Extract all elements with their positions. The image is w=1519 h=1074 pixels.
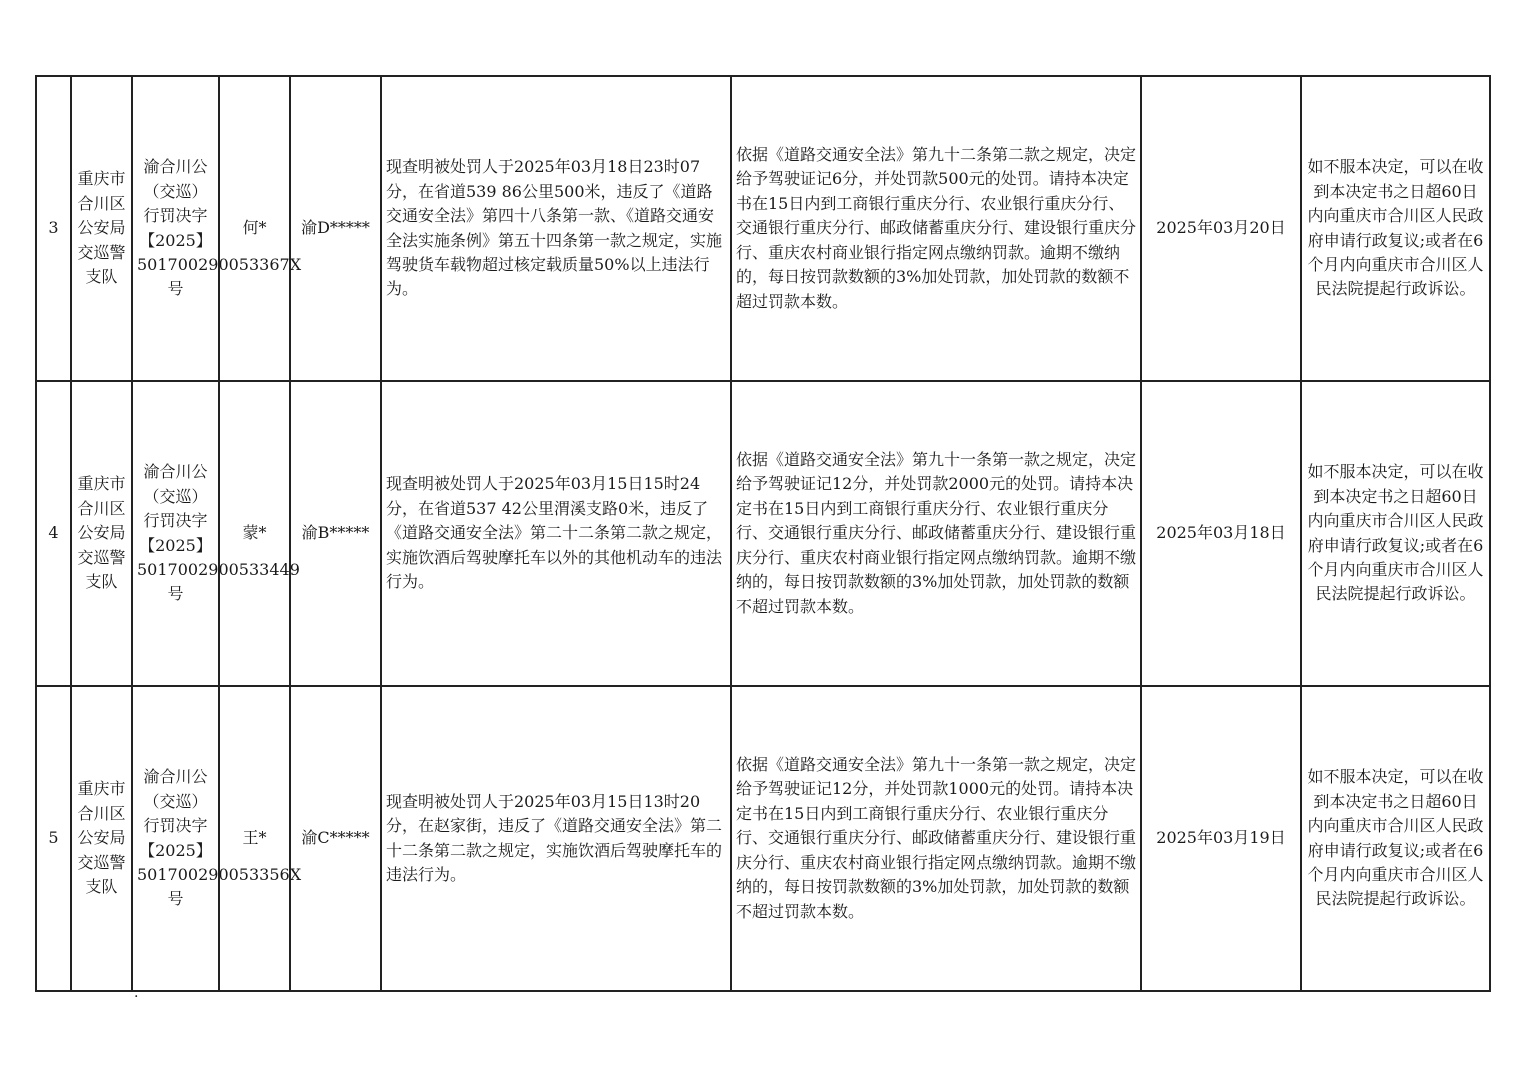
penalty-decision: 依据《道路交通安全法》第九十一条第一款之规定，决定给予驾驶证记12分，并处罚款1000元的处罚。请持本决定书在15日内到工商银行重庆分行、农业银行重庆分行、交通银行重庆分行、邮政储蓄重庆分行、建设银行重庆分行、重庆农村商业银行指定网点缴纳罚款。逾期不缴纳的，每日按罚款数额的3%加处罚款，加处罚款的数额不超过罚款本数。 <box>731 686 1141 991</box>
penalty-table <box>35 75 1491 992</box>
row-number: 3 <box>36 76 71 381</box>
plate-number: 渝C***** <box>290 686 381 991</box>
table-row <box>36 381 1490 686</box>
legal-remedy: 如不服本决定，可以在收到本决定书之日超60日内向重庆市合川区人民政府申请行政复议;或者在6个月内向重庆市合川区人民法院提起行政诉讼。 <box>1301 76 1490 381</box>
violation-facts: 现查明被处罚人于2025年03月18日23时07分，在省道539 86公里500米，违反了《道路交通安全法》第四十八条第一款、《道路交通安全法实施条例》第五十四条第一款之规定，实施驾驶货车载物超过核定载质量50%以上违法行为。 <box>381 76 731 381</box>
violation-facts: 现查明被处罚人于2025年03月15日13时20分，在赵家街，违反了《道路交通安全法》第二十二条第二款之规定，实施饮酒后驾驶摩托车的违法行为。 <box>381 686 731 991</box>
party-name: 何* <box>219 76 290 381</box>
legal-remedy: 如不服本决定，可以在收到本决定书之日超60日内向重庆市合川区人民政府申请行政复议;或者在6个月内向重庆市合川区人民法院提起行政诉讼。 <box>1301 686 1490 991</box>
row-number: 4 <box>36 381 71 686</box>
plate-number: 渝D***** <box>290 76 381 381</box>
party-name: 蒙* <box>219 381 290 686</box>
party-name: 王* <box>219 686 290 991</box>
penalty-decision: 依据《道路交通安全法》第九十二条第二款之规定，决定给予驾驶证记6分，并处罚款500元的处罚。请持本决定书在15日内到工商银行重庆分行、农业银行重庆分行、交通银行重庆分行、邮政储蓄重庆分行、建设银行重庆分行、重庆农村商业银行指定网点缴纳罚款。逾期不缴纳的，每日按罚款数额的3%加处罚款，加处罚款的数额不超过罚款本数。 <box>731 76 1141 381</box>
decision-number: 渝合川公（交巡）行罚决字【2025】501700290053356X号 <box>132 686 219 991</box>
decision-date: 2025年03月18日 <box>1141 381 1301 686</box>
decision-number: 渝合川公（交巡）行罚决字【2025】501700290053367X号 <box>132 76 219 381</box>
footer-mark: . <box>134 985 139 1001</box>
row-number: 5 <box>36 686 71 991</box>
issuing-agency: 重庆市合川区公安局交巡警支队 <box>71 76 132 381</box>
decision-number: 渝合川公（交巡）行罚决字【2025】5017002900533449号 <box>132 381 219 686</box>
violation-facts: 现查明被处罚人于2025年03月15日15时24分，在省道537 42公里渭溪支路0米，违反了《道路交通安全法》第二十二条第二款之规定，实施饮酒后驾驶摩托车以外的其他机动车的违法行为。 <box>381 381 731 686</box>
decision-date: 2025年03月19日 <box>1141 686 1301 991</box>
issuing-agency: 重庆市合川区公安局交巡警支队 <box>71 686 132 991</box>
decision-date: 2025年03月20日 <box>1141 76 1301 381</box>
table-row <box>36 686 1490 991</box>
legal-remedy: 如不服本决定，可以在收到本决定书之日超60日内向重庆市合川区人民政府申请行政复议;或者在6个月内向重庆市合川区人民法院提起行政诉讼。 <box>1301 381 1490 686</box>
plate-number: 渝B***** <box>290 381 381 686</box>
table-row <box>36 76 1490 381</box>
issuing-agency: 重庆市合川区公安局交巡警支队 <box>71 381 132 686</box>
penalty-decision: 依据《道路交通安全法》第九十一条第一款之规定，决定给予驾驶证记12分，并处罚款2000元的处罚。请持本决定书在15日内到工商银行重庆分行、农业银行重庆分行、交通银行重庆分行、邮政储蓄重庆分行、建设银行重庆分行、重庆农村商业银行指定网点缴纳罚款。逾期不缴纳的，每日按罚款数额的3%加处罚款，加处罚款的数额不超过罚款本数。 <box>731 381 1141 686</box>
